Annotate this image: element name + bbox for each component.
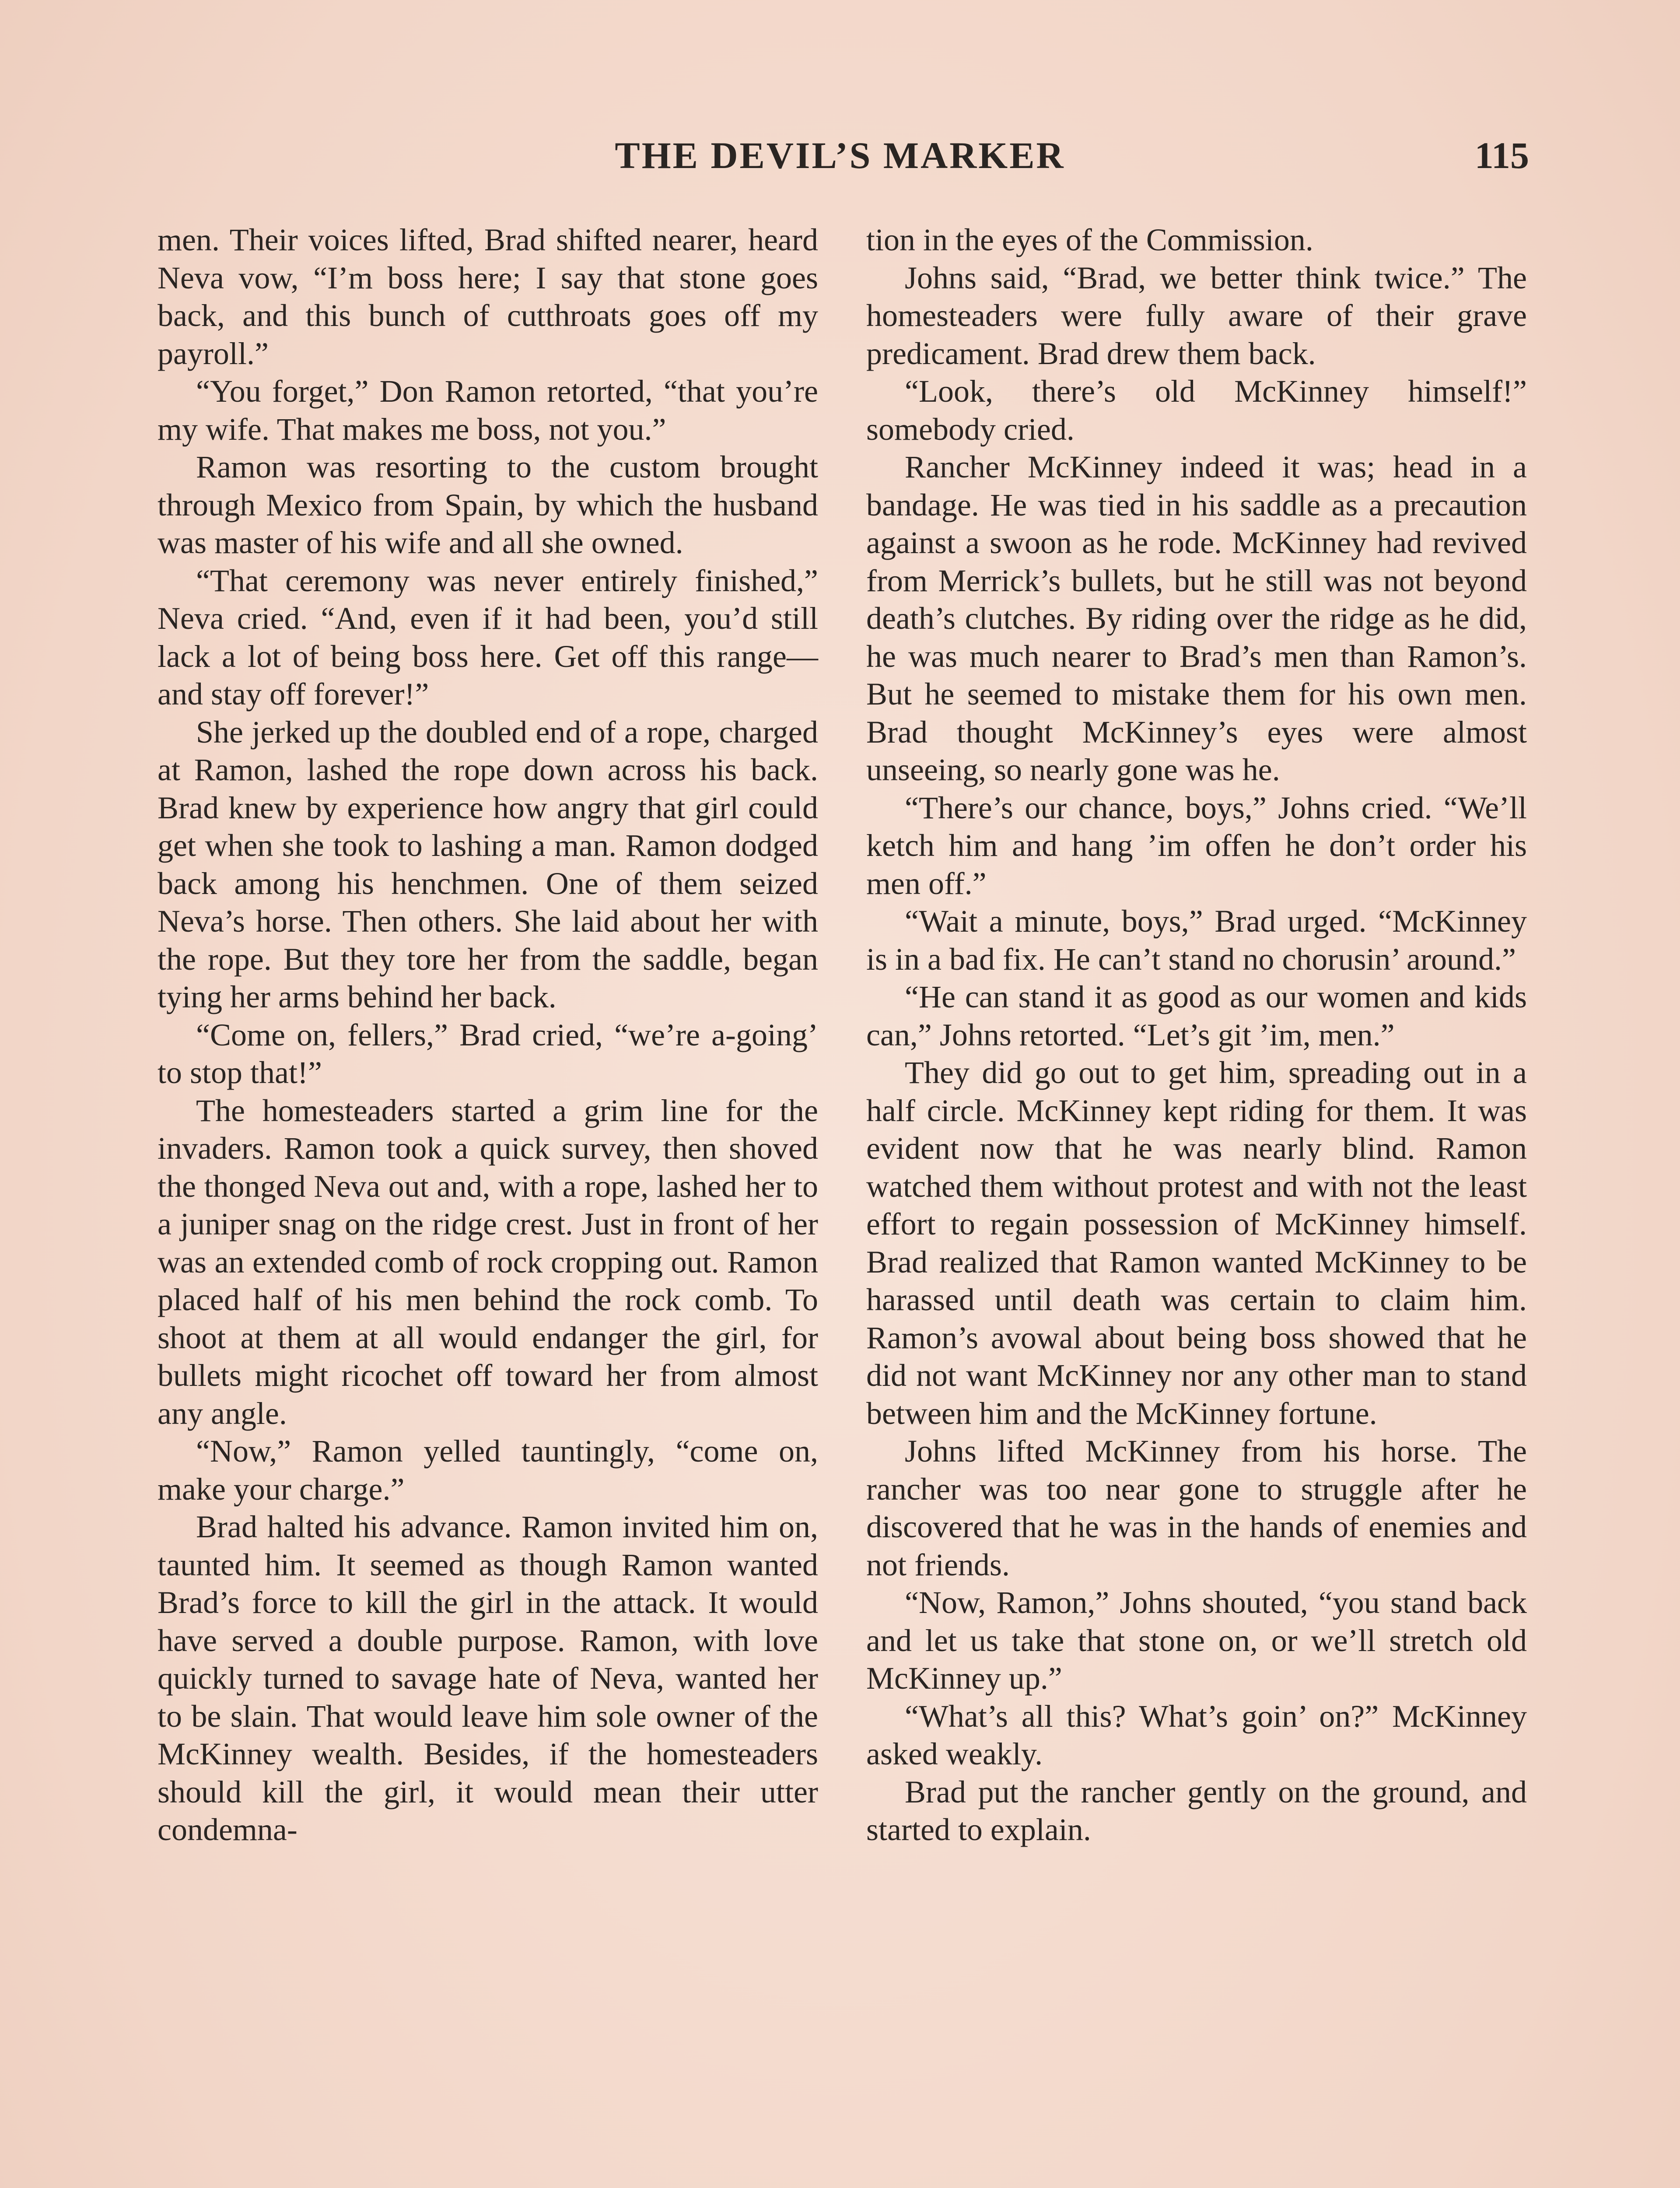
paragraph: Brad put the rancher gently on the ground, and started to explain. (866, 1774, 1527, 1847)
paragraph: “Come on, fellers,” Brad cried, “we’re a-going’ to stop that!” (158, 1017, 818, 1090)
right-column (866, 221, 1527, 2188)
page-number: 115 (1474, 134, 1529, 176)
paragraph: “He can stand it as good as our women and kids can,” Johns retorted. “Let’s git ’im, men.” (866, 979, 1527, 1052)
paragraph: “Now,” Ramon yelled tauntingly, “come on, make your charge.” (158, 1434, 818, 1507)
paragraph: Johns lifted McKinney from his horse. The rancher was too near gone to struggle after he discovered that he was in the hands of enemies and not friends. (866, 1434, 1527, 1582)
left-column (158, 221, 818, 2188)
paragraph: “What’s all this? What’s goin’ on?” McKinney asked weakly. (866, 1698, 1527, 1771)
paragraph: Johns said, “Brad, we better think twice.” The homesteaders were fully aware of their grave predicament. Brad drew them back. (866, 260, 1527, 371)
page-header (151, 127, 1529, 184)
paragraph: They did go out to get him, spreading out in a half circle. McKinney kept riding for them. It was evident now that he was nearly blind. Ramon watched them without protest and with not the least effort to regain possession of McKinney himself. Brad realized that Ramon wanted McKinney to be harassed until death was certain to claim him. Ramon’s avowal about being boss showed that he did not want McKinney nor any other man to stand between him and the McKinney fortune. (866, 1055, 1527, 1431)
paragraph: “Wait a minute, boys,” Brad urged. “McKinney is in a bad fix. He can’t stand no chorusin’ around.” (866, 904, 1527, 977)
running-title: THE DEVIL’S MARKER (615, 134, 1065, 176)
paragraph: “There’s our chance, boys,” Johns cried. “We’ll ketch him and hang ’im offen he don’t order his men off.” (866, 790, 1527, 901)
paragraph: tion in the eyes of the Commission. (866, 222, 1313, 257)
paragraph: “You forget,” Don Ramon retorted, “that you’re my wife. That makes me boss, not you.” (158, 374, 818, 447)
paragraph: The homesteaders started a grim line for the invaders. Ramon took a quick survey, then shoved the thonged Neva out and, with a rope, lashed her to a juniper snag on the ridge crest. Just in front of her was an extended comb of rock cropping out. Ramon placed half of his men behind the rock comb. To shoot at them at all would endanger the girl, for bullets might ricochet off toward her from almost any angle. (158, 1093, 818, 1431)
paragraph: She jerked up the doubled end of a rope, charged at Ramon, lashed the rope down across his back. Brad knew by experience how angry that girl could get when she took to lashing a man. Ramon dodged back among his henchmen. One of them seized Neva’s horse. Then others. She laid about her with the rope. But they tore her from the saddle, began tying her arms behind her back. (158, 714, 818, 1014)
paragraph: Ramon was resorting to the custom brought through Mexico from Spain, by which the husband was master of his wife and all she owned. (158, 449, 818, 560)
text-columns (158, 221, 1527, 2188)
paragraph: “That ceremony was never entirely finished,” Neva cried. “And, even if it had been, you’d still lack a lot of being boss here. Get off this range—and stay off forever!” (158, 563, 818, 712)
paragraph: “Now, Ramon,” Johns shouted, “you stand back and let us take that stone on, or we’ll stretch old McKinney up.” (866, 1585, 1527, 1696)
paragraph: Brad halted his advance. Ramon invited him on, taunted him. It seemed as though Ramon wanted Brad’s force to kill the girl in the attack. It would have served a double purpose. Ramon, with love quickly turned to savage hate of Neva, wanted her to be slain. That would leave him sole owner of the McKinney wealth. Besides, if the homesteaders should kill the girl, it would mean their utter condemna- (158, 1509, 818, 1847)
paragraph: men. Their voices lifted, Brad shifted nearer, heard Neva vow, “I’m boss here; I say that stone goes back, and this bunch of cutthroats goes off my payroll.” (158, 222, 818, 371)
paragraph: “Look, there’s old McKinney himself!” somebody cried. (866, 374, 1527, 447)
paragraph: Rancher McKinney indeed it was; head in a bandage. He was tied in his saddle as a precaution against a swoon as he rode. McKinney had revived from Merrick’s bullets, but he still was not beyond death’s clutches. By riding over the ridge as he did, he was much nearer to Brad’s men than Ramon’s. But he seemed to mistake them for his own men. Brad thought McKinney’s eyes were almost unseeing, so nearly gone was he. (866, 449, 1527, 787)
